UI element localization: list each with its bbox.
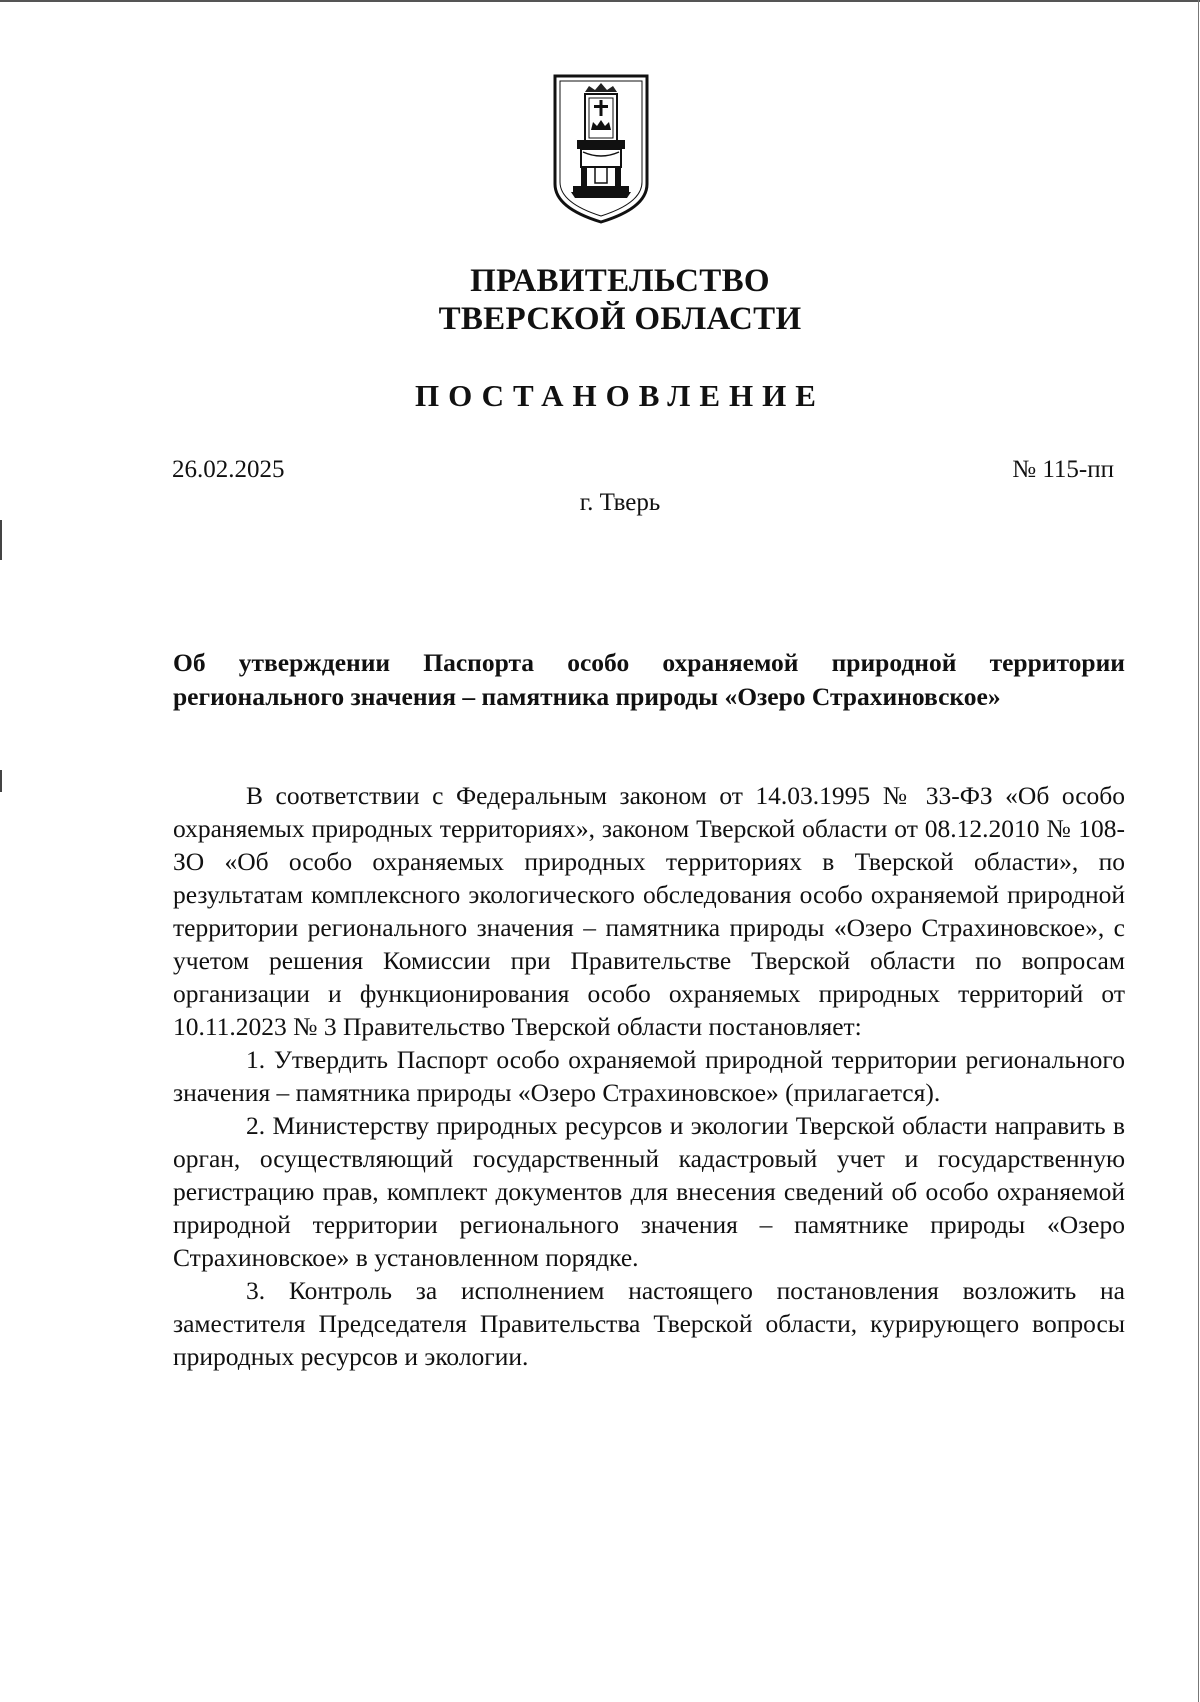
document-city: г. Тверь: [579, 489, 661, 516]
title-line-1: Об утверждении Паспорта особо охраняемой природной территории: [173, 648, 1125, 677]
document-date: 26.02.2025: [172, 456, 285, 483]
clause-1-paragraph: 1. Утвердить Паспорт особо охраняемой природной территории регионального значения – памятника природы «Озеро Страхиновское» (прилагается).: [173, 1045, 1125, 1107]
scan-right-edge: [1198, 0, 1199, 1702]
resolution-title: [173, 646, 1125, 714]
coat-of-arms-emblem: [551, 72, 651, 227]
government-header: [0, 262, 1200, 338]
resolution-body: [173, 779, 1125, 1373]
clause-2-paragraph: 2. Министерству природных ресурсов и экологии Тверской области направить в орган, осуществляющий государственный кадастровый учет и государственную регистрацию прав, комплект документов для внесения сведений об особо охраняемой природной территории регионального значения – памятнике природы «Озеро Страхиновское» в установленном порядке.: [173, 1111, 1125, 1272]
scan-top-edge: [0, 0, 1200, 2]
clause-3-paragraph: 3. Контроль за исполнением настоящего постановления возложить на заместителя Председателя Правительства Тверской области, курирующего вопросы природных ресурсов и экологии.: [173, 1276, 1125, 1371]
document-number: № 115-пп: [1012, 456, 1114, 483]
scan-left-mark: [0, 520, 2, 560]
header-line-1: ПРАВИТЕЛЬСТВО: [470, 263, 770, 299]
header-line-2: ТВЕРСКОЙ ОБЛАСТИ: [438, 301, 802, 337]
document-type-title: ПОСТАНОВЛЕНИЕ: [415, 378, 825, 413]
preamble-paragraph: В соответствии с Федеральным законом от 14.03.1995 № 33-ФЗ «Об особо охраняемых природных территориях», законом Тверской области от 08.12.2010 № 108-ЗО «Об особо охраняемых природных территориях в Тверской области», по результатам комплексного экологического обследования особо охраняемой природной территории регионального значения – памятника природы «Озеро Страхиновское», с учетом решения Комиссии при Правительстве Тверской области по вопросам организации и функционирования особо охраняемых природных территорий от 10.11.2023 № 3 Правительство Тверской области постановляет:: [173, 781, 1125, 1041]
scan-left-mark: [0, 770, 2, 792]
title-line-2: регионального значения – памятника природы «Озеро Страхиновское»: [173, 682, 1001, 711]
